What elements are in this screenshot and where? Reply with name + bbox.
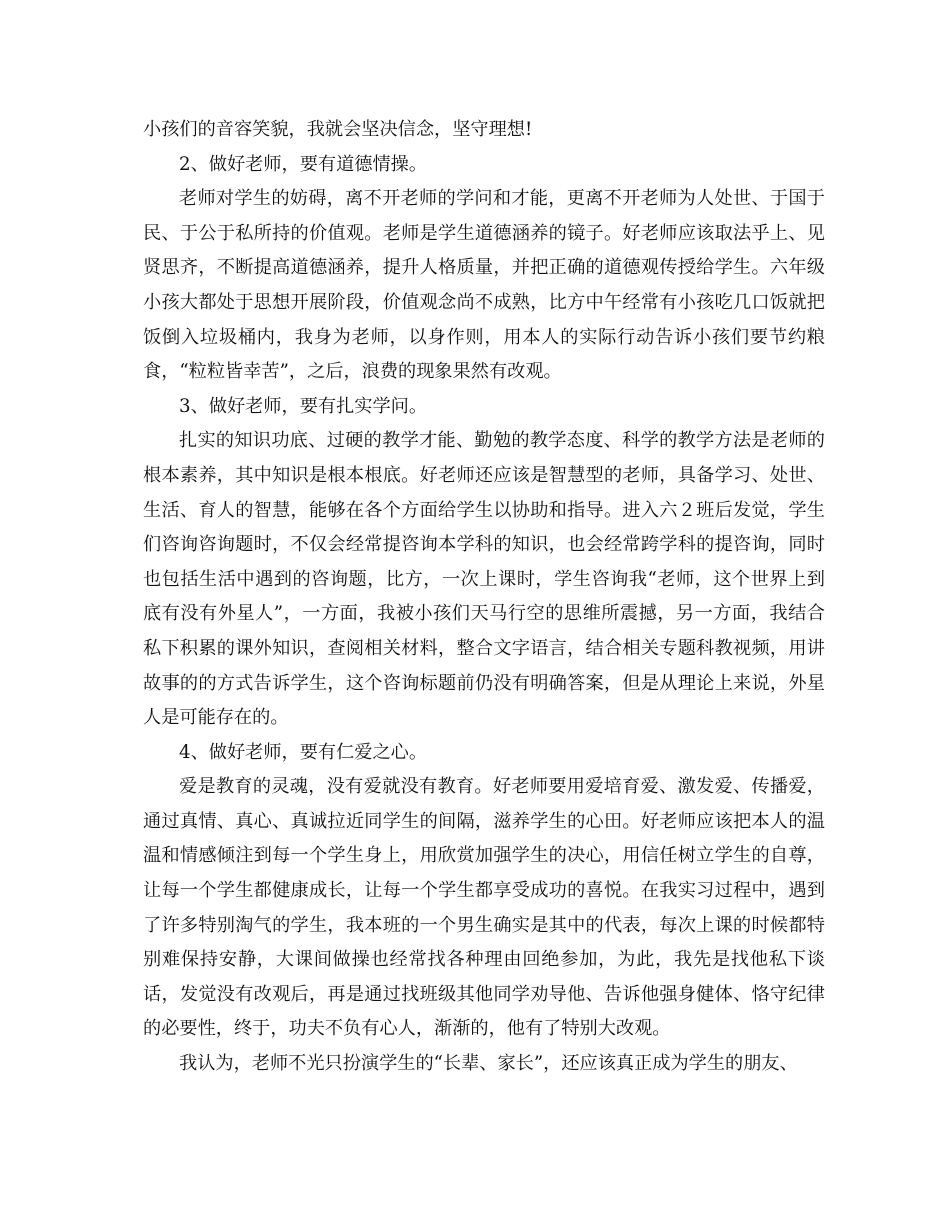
document-body xyxy=(143,113,825,1082)
paragraph-moral-character: 老师对学生的妨碍，离不开老师的学问和才能，更离不开老师为人处世、于国于民、于公于私所持的价值观。老师是学生道德涵养的镜子。好老师应该取法乎上、见贤思齐，不断提高道德涵养，提升人格质量，并把正确的道德观传授给学生。六年级小孩大都处于思想开展阶段，价值观念尚不成熟，比方中午经常有小孩吃几口饭就把饭倒入垃圾桶内，我身为老师，以身作则，用本人的实际行动告诉小孩们要节约粮食，“粒粒皆幸苦”，之后，浪费的现象果然有改观。 xyxy=(143,188,825,383)
section-heading-4: 4、做好老师，要有仁爱之心。 xyxy=(179,741,428,763)
paragraph-benevolence: 爱是教育的灵魂，没有爱就没有教育。好老师要用爱培育爱、激发爱、传播爱，通过真情、真心、真诚拉近同学生的间隔，滋养学生的心田。好老师应该把本人的温温和情感倾注到每一个学生身上，用欣赏加强学生的决心，用信任树立学生的自尊，让每一个学生都健康成长，让每一个学生都享受成功的喜悦。在我实习过程中，遇到了许多特别淘气的学生，我本班的一个男生确实是其中的代表，每次上课的时候都特别难保持安静，大课间做操也经常找各种理由回绝参加，为此，我先是找他私下谈话，发觉没有改观后，再是通过找班级其他同学劝导他、告诉他强身健体、恪守纪律的必要性，终于，功夫不负有心人，渐渐的，他有了特别大改观。 xyxy=(143,776,825,1040)
paragraph-continuation: 小孩们的音容笑貌，我就会坚决信念，坚守理想! xyxy=(143,119,533,140)
paragraph-conclusion: 我认为，老师不光只扮演学生的“长辈、家长”，还应该真正成为学生的朋友、 xyxy=(179,1053,798,1075)
paragraph-knowledge: 扎实的知识功底、过硬的教学才能、勤勉的教学态度、科学的教学方法是老师的根本素养，其中知识是根本根底。好老师还应该是智慧型的老师，具备学习、处世、生活、育人的智慧，能够在各个方面给学生以协助和指导。进入六２班后发觉，学生们咨询咨询题时，不仅会经常提咨询本学科的知识，也会经常跨学科的提咨询，同时也包括生活中遇到的咨询题，比方，一次上课时，学生咨询我“老师，这个世界上到底有没有外星人”，一方面，我被小孩们天马行空的思维所震撼，另一方面，我结合私下积累的课外知识，查阅相关材料，整合文字语言，结合相关专题科教视频，用讲故事的的方式告诉学生，这个咨询标题前仍没有明确答案，但是从理论上来说，外星人是可能存在的。 xyxy=(143,430,825,729)
section-heading-3: 3、做好老师，要有扎实学问。 xyxy=(179,395,428,417)
section-heading-2: 2、做好老师，要有道德情操。 xyxy=(179,153,428,175)
